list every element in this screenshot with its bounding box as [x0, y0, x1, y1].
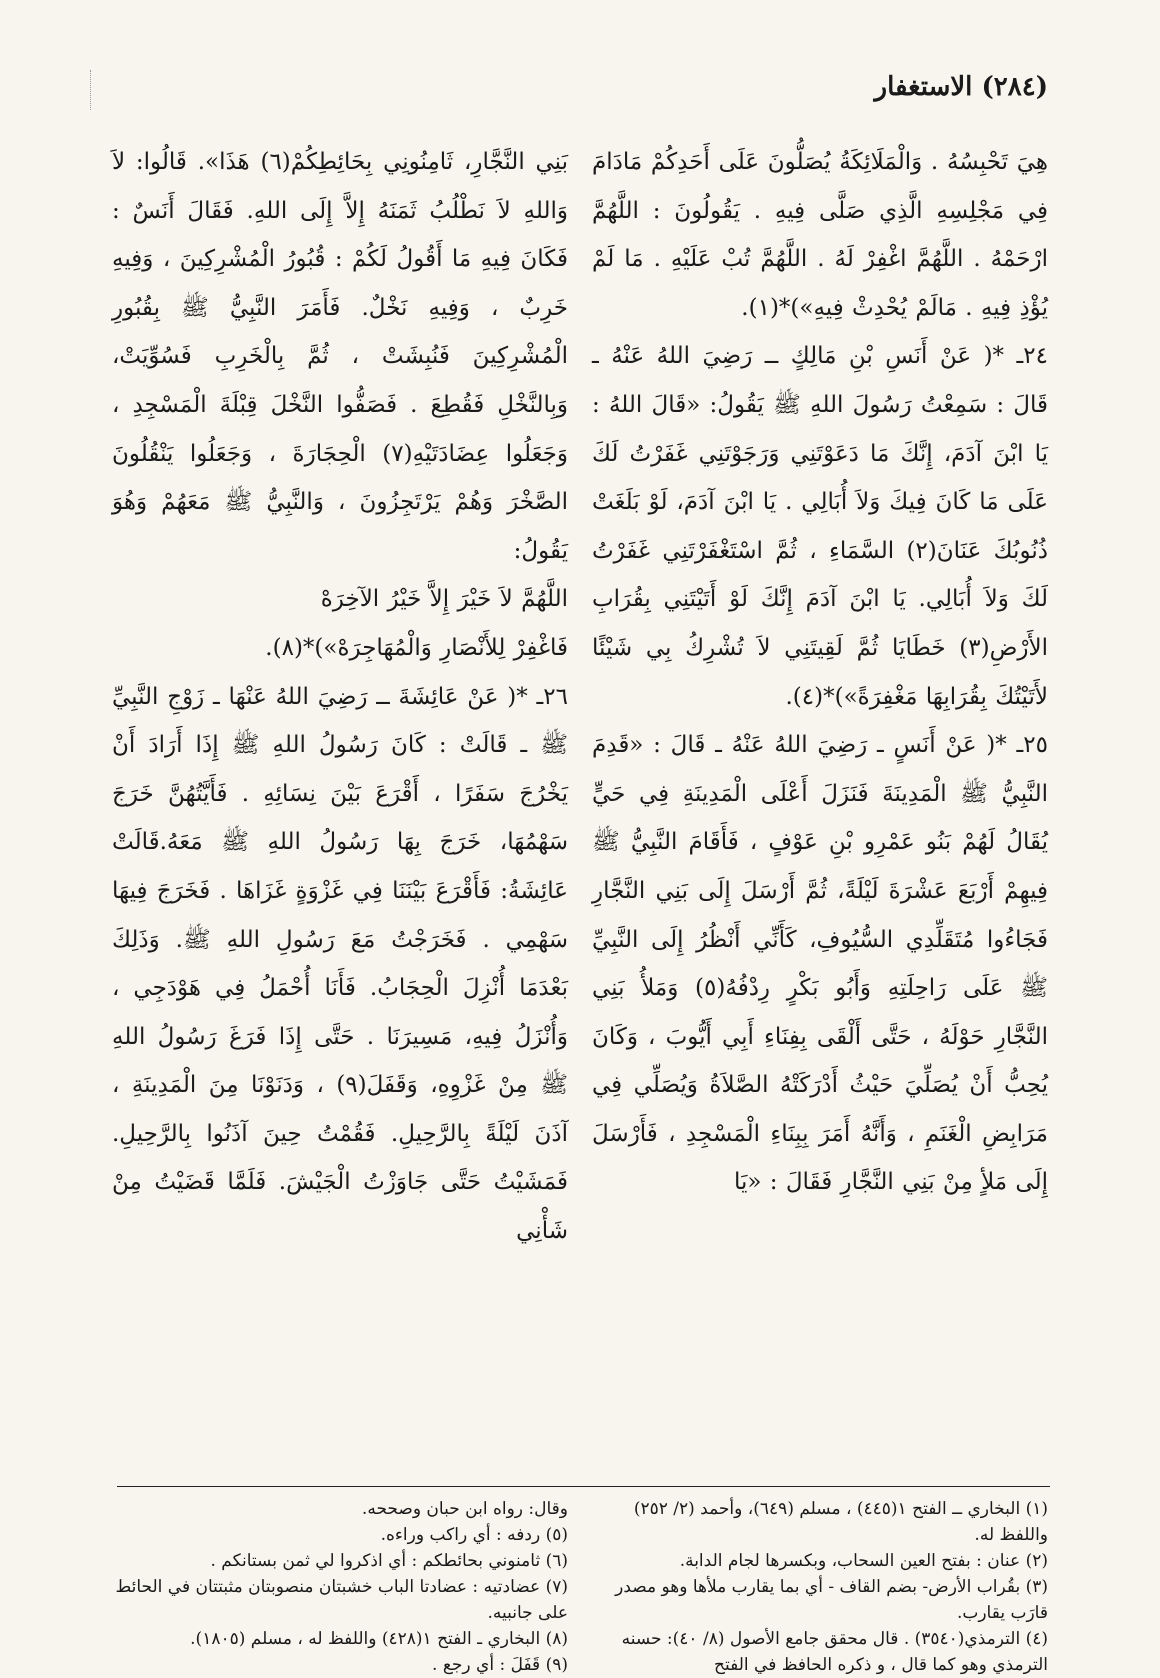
running-head — [875, 72, 1048, 102]
paragraph-hadith-24: ٢٤ـ *( عَنْ أَنَسِ بْنِ مَالِكٍ ــ رَضِيَ اللهُ عَنْهُ ـ قَالَ : سَمِعْتُ رَسُولَ اللهِ ﷺ يَقُولُ: «قَالَ اللهُ : يَا ابْنَ آدَمَ، إِنَّكَ مَا دَعَوْتَنِي وَرَجَوْتَنِي غَفَرْتُ لَكَ عَلَى مَا كَانَ فِيكَ وَلاَ أُبَالِي . يَا ابْنَ آدَمَ، لَوْ بَلَغَتْ ذُنُوبُكَ عَنَانَ(٢) السَّمَاءِ ، ثُمَّ اسْتَغْفَرْتَنِي غَفَرْتُ لَكَ وَلاَ أُبَالِي. يَا ابْنَ آدَمَ إِنَّكَ لَوْ أَتَيْتَنِي بِقُرَابِ الأَرْضِ(٣) خَطَايَا ثُمَّ لَقِيتَنِي لاَ تُشْرِكُ بِي شَيْئًا لأَتَيْتُكَ بِقُرَابِهَا مَغْفِرَةً»)*(٤). — [592, 343, 1048, 710]
section-title: الاستغفار — [874, 72, 973, 102]
footnote-8: (٨) البخاري ـ الفتح ١(٤٢٨) واللفظ له ، مسلم (١٨٠٥). — [190, 1629, 568, 1649]
page-header — [112, 72, 1048, 112]
footnote-5: (٥) ردفه : أي راكب وراءه. — [380, 1525, 568, 1545]
footnote-1: (١) البخاري ــ الفتح ١(٤٤٥) ، مسلم (٦٤٩)، وأحمد (٢/ ٢٥٢) واللفظ له. — [633, 1499, 1048, 1545]
footnote-6: (٦) ثامنوني بحائطكم : أي اذكروا لي ثمن بستانكم . — [210, 1551, 568, 1571]
verse-line-2: فَاغْفِرْ لِلأَنْصَارِ وَالْمُهَاجِرَهْ»)*(٨). — [265, 634, 568, 661]
footnote-4: (٤) الترمذي(٣٥٤٠) . قال محقق جامع الأصول (٨/ ٤٠): حسنه الترمذي وهو كما قال ، و ذكره الحافظ في الفتح — [621, 1629, 1048, 1675]
right-column — [592, 138, 1048, 1468]
footnote-7: (٧) عضادتيه : عضادتا الباب خشبتان منصوبتان مثبتتان في الحائط على جانبيه. — [115, 1577, 568, 1623]
paragraph-hadith-23-end: هِيَ تَحْبِسُهُ . وَالْمَلَائِكَةُ يُصَلُّونَ عَلَى أَحَدِكُمْ مَادَامَ فِي مَجْلِسِهِ الَّذِي صَلَّى فِيهِ . يَقُولُونَ : اللَّهُمَّ ارْحَمْهُ . اللَّهُمَّ اغْفِرْ لَهُ . اللَّهُمَّ تُبْ عَلَيْهِ . مَا لَمْ يُؤْذِ فِيهِ . مَالَمْ يُحْدِثْ فِيهِ»)*(١). — [592, 149, 1048, 321]
body-columns — [112, 138, 1048, 1478]
footnote-4-cont: وقال: رواه ابن حبان وصححه. — [361, 1499, 568, 1519]
page-edge-mark — [90, 70, 91, 110]
paragraph-hadith-26: ٢٦ـ *( عَنْ عَائِشَةَ ــ رَضِيَ اللهُ عَنْهَا ـ زَوْجِ النَّبِيِّ ﷺ ـ قَالَتْ : كَانَ رَسُولُ اللهِ ﷺ إِذَا أَرَادَ أَنْ يَخْرُجَ سَفَرًا ، أَقْرَعَ بَيْنَ نِسَائِهِ . فَأَيَّتُهُنَّ خَرَجَ سَهْمُهَا، خَرَجَ بِهَا رَسُولُ اللهِ ﷺ مَعَهُ.قَالَتْ عَائِشَةُ: فَأَقْرَعَ بَيْنَنَا فِي غَزْوَةٍ غَزَاهَا . فَخَرَجَ فِيهَا سَهْمِي . فَخَرَجْتُ مَعَ رَسُولِ اللهِ ﷺ. وَذَلِكَ بَعْدَمَا أُنْزِلَ الْحِجَابُ. فَأَنَا أُحْمَلُ فِي هَوْدَجِي ، وَأُنْزَلُ فِيهِ، مَسِيرَنَا . حَتَّى إِذَا فَرَغَ رَسُولُ اللهِ ﷺ مِنْ غَزْوِهِ، وَقَفَلَ(٩) ، وَدَنَوْنَا مِنَ الْمَدِينَةِ ، آذَنَ لَيْلَةً بِالرَّحِيلِ. فَقُمْتُ حِينَ آذَنُوا بِالرَّحِيلِ. فَمَشَيْتُ حَتَّى جَاوَزْتُ الْجَيْشَ. فَلَمَّا قَضَيْتُ مِنْ شَأْنِي — [112, 683, 568, 1245]
footnote-divider — [117, 1486, 1050, 1487]
paragraph-hadith-25-cont: بَنِي النَّجَّارِ، ثَامِنُونِي بِحَائِطِكُمْ(٦) هَذَا». قَالُوا: لاَ وَاللهِ لاَ نَطْلُبُ ثَمَنَهُ إِلاَّ إِلَى اللهِ. فَقَالَ أَنَسٌ : فَكَانَ فِيهِ مَا أَقُولُ لَكُمْ : قُبُورُ الْمُشْرِكِينَ ، وَفِيهِ خَرِبٌ ، وَفِيهِ نَخْلٌ. فَأَمَرَ النَّبِيُّ ﷺ بِقُبُورِ الْمُشْرِكِينَ فَنُبِشَتْ ، ثُمَّ بِالْخَرِبِ فَسُوِّيَتْ، وَبِالنَّخْلِ فَقُطِعَ . فَصَفُّوا النَّخْلَ قِبْلَةَ الْمَسْجِدِ ، وَجَعَلُوا عِضَادَتَيْهِ(٧) الْحِجَارَةَ ، وَجَعَلُوا يَنْقُلُونَ الصَّخْرَ وَهُمْ يَرْتَجِزُونَ ، وَالنَّبِيُّ ﷺ مَعَهُمْ وَهُوَ يَقُولُ: — [112, 149, 568, 564]
footnotes-left-column — [112, 1496, 568, 1675]
footnote-9: (٩) قَفَلَ : أي رجع . — [432, 1655, 568, 1675]
verse-line-1: اللَّهُمَّ لاَ خَيْرَ إِلاَّ خَيْرُ الآخِرَهْ — [320, 586, 568, 613]
page-number: (٢٨٤) — [981, 72, 1048, 102]
footnotes — [112, 1496, 1048, 1675]
footnote-3: (٣) بقُراب الأرض- بضم القاف - أي بما يقارب ملأها وهو مصدر قارَب يقارب. — [615, 1577, 1048, 1623]
footnotes-right-column — [592, 1496, 1048, 1675]
paragraph-hadith-25: ٢٥ـ *( عَنْ أَنَسٍ ـ رَضِيَ اللهُ عَنْهُ ـ قَالَ : «قَدِمَ النَّبِيُّ ﷺ الْمَدِينَةَ فَنَزَلَ أَعْلَى الْمَدِينَةِ فِي حَيٍّ يُقَالُ لَهُمْ بَنُو عَمْرِو بْنِ عَوْفٍ ، فَأَقَامَ النَّبِيُّ ﷺ فِيهِمْ أَرْبَعَ عَشْرَةَ لَيْلَةً، ثُمَّ أَرْسَلَ إِلَى بَنِي النَّجَّارِ فَجَاءُوا مُتَقَلِّدِي السُّيُوفِ، كَأَنِّي أَنْظُرُ إِلَى النَّبِيِّ ﷺ عَلَى رَاحِلَتِهِ وَأَبُو بَكْرٍ رِدْفُهُ(٥) وَمَلأُ بَنِي النَّجَّارِ حَوْلَهُ ، حَتَّى أَلْقَى بِفِنَاءِ أَبِي أَيُّوبَ ، وَكَانَ يُحِبُّ أَنْ يُصَلِّيَ حَيْثُ أَدْرَكَتْهُ الصَّلاَةُ وَيُصَلِّي فِي مَرَابِضِ الْغَنَمِ ، وَأَنَّهُ أَمَرَ بِبِنَاءِ الْمَسْجِدِ ، فَأَرْسَلَ إِلَى مَلأٍ مِنْ بَنِي النَّجَّارِ فَقَالَ : «يَا — [592, 732, 1048, 1196]
footnote-2: (٢) عنان : بفتح العين السحاب، وبكسرها لجام الدابة. — [679, 1551, 1048, 1571]
left-column — [112, 138, 568, 1468]
